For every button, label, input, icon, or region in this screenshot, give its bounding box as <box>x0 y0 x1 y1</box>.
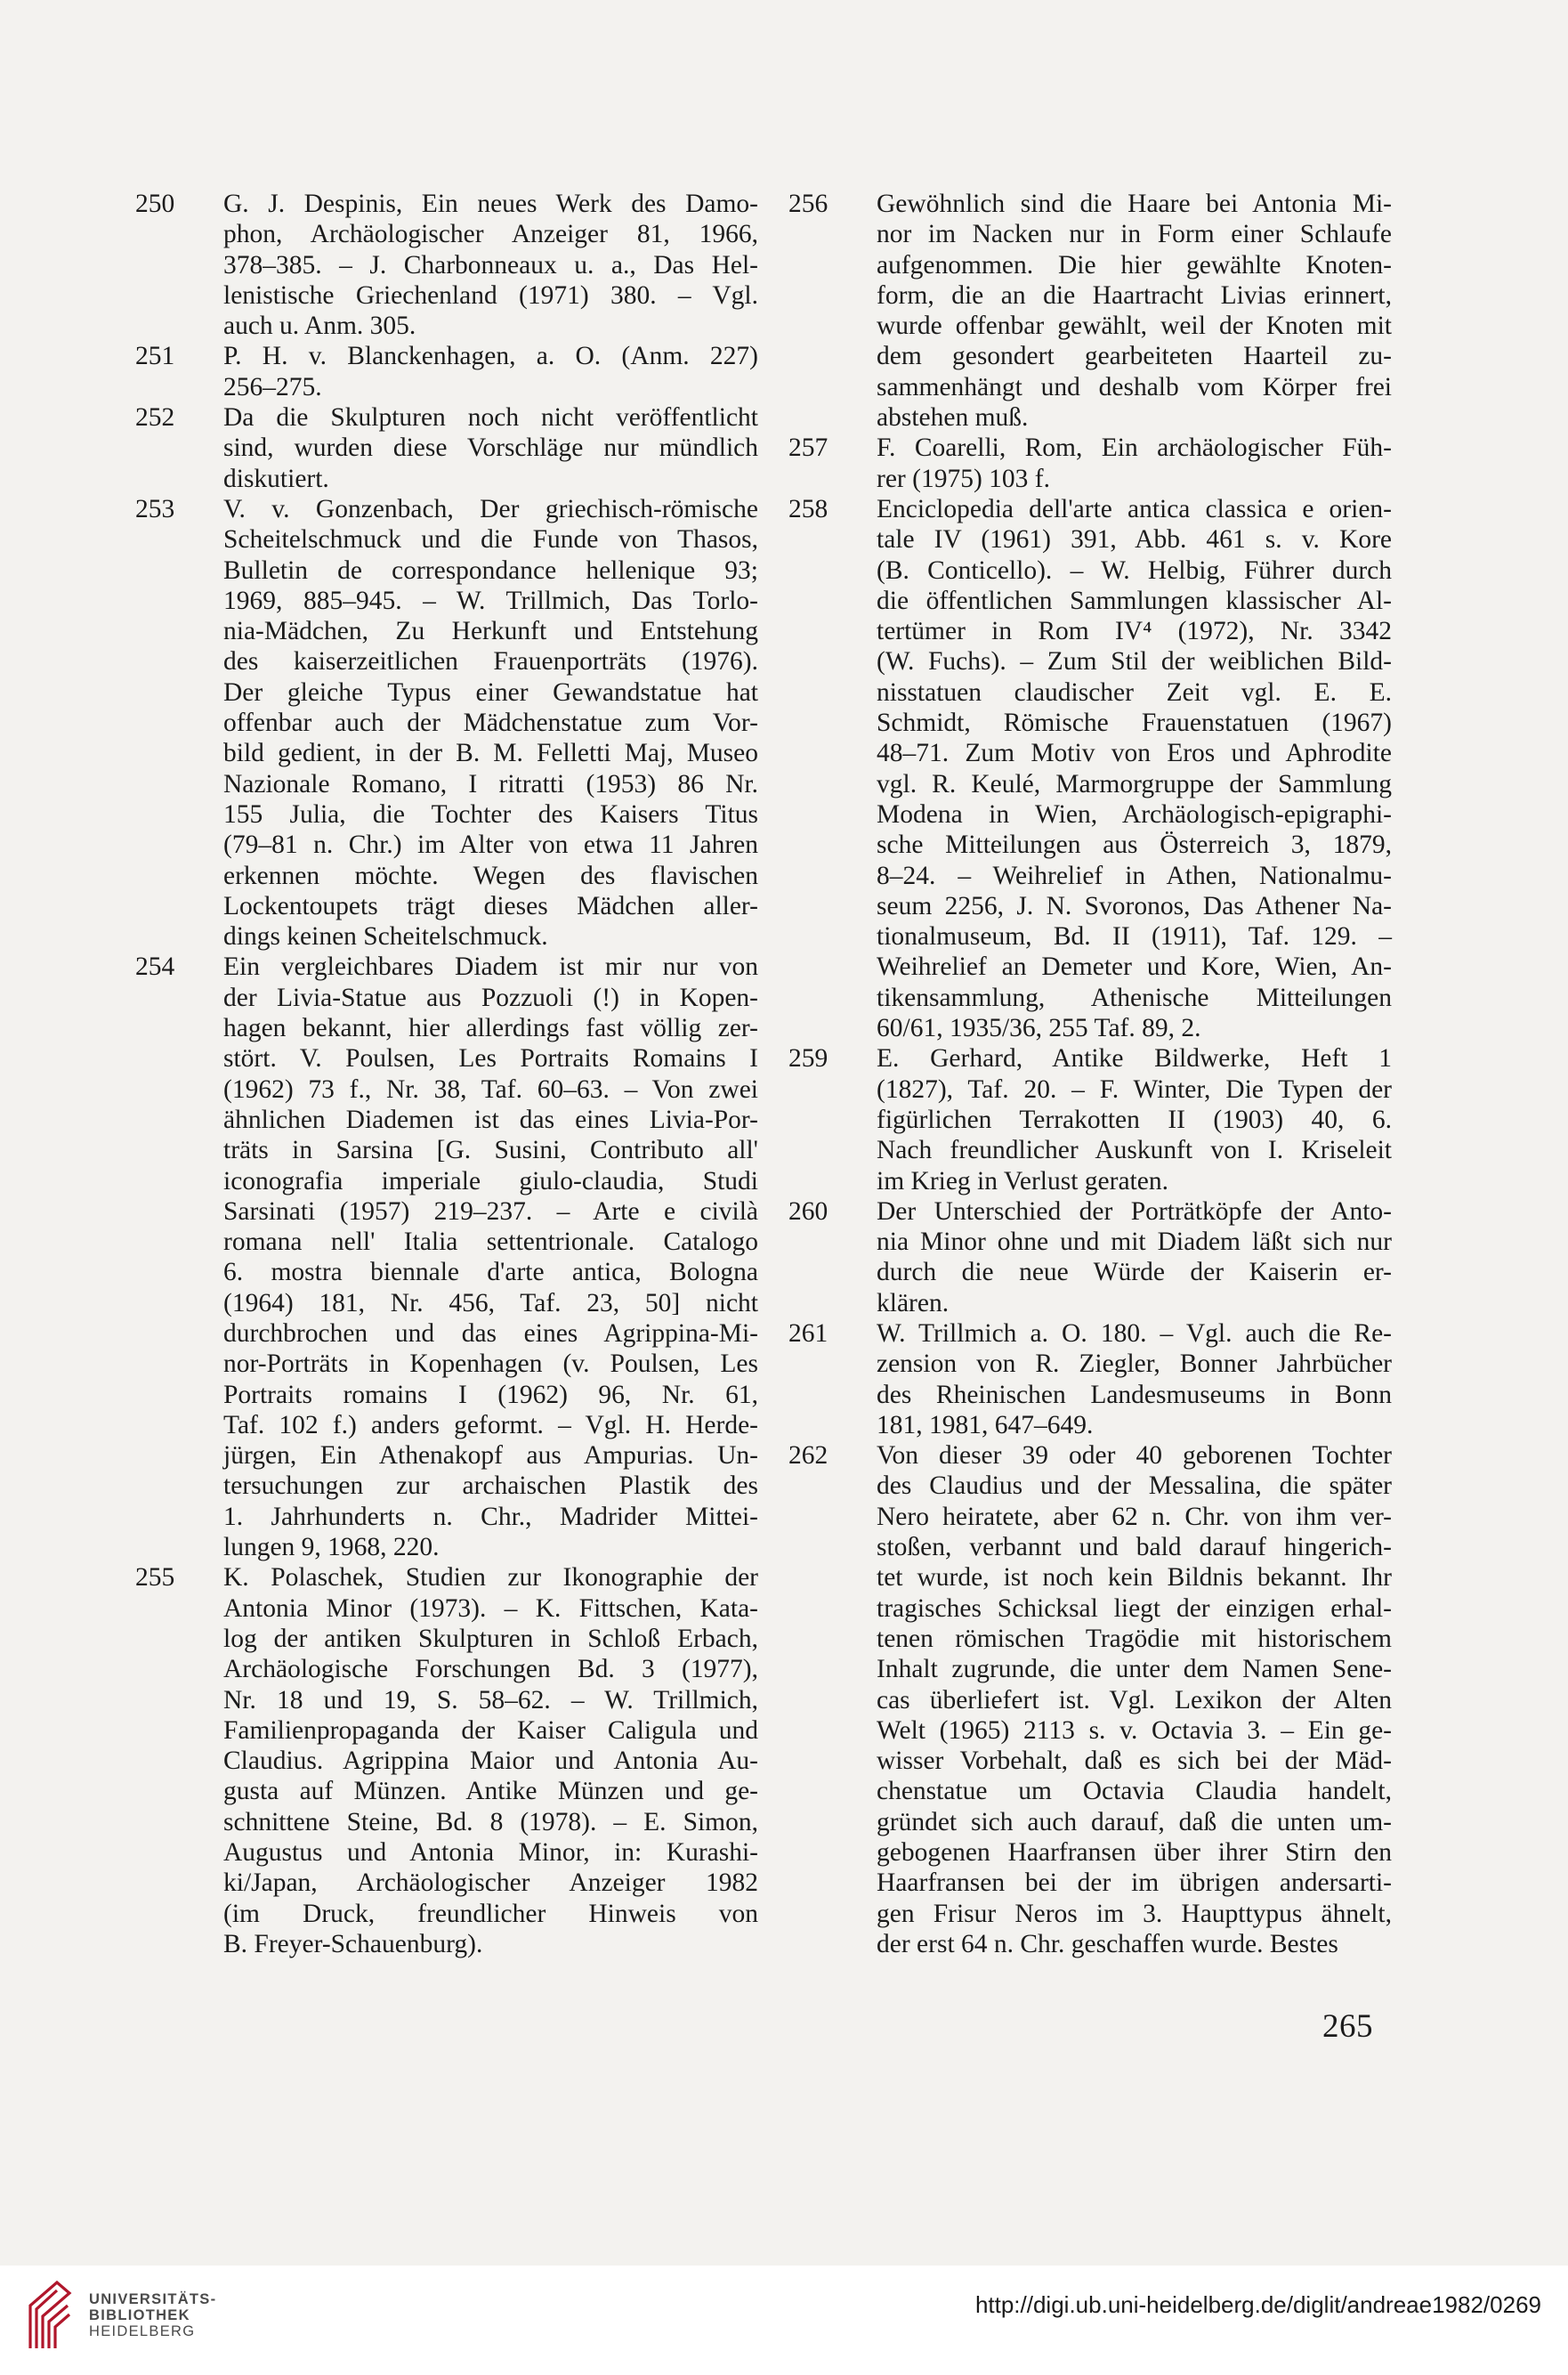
footnote-line: Weihrelief an Demeter und Kore, Wien, An- <box>877 952 1392 982</box>
footnote-text <box>877 1196 1392 1318</box>
footnote-line: Bulletin de correspondance hellenique 93; <box>223 555 758 585</box>
footnote <box>788 1440 1392 1959</box>
footnote-line: des Claudius und der Messalina, die später <box>877 1471 1392 1501</box>
footnote-line: cas überliefert ist. Vgl. Lexikon der Alten <box>877 1685 1392 1714</box>
footnote-line: diskutiert. <box>223 464 329 493</box>
footnote-text <box>877 189 1392 433</box>
footnote-line: tet wurde, ist noch kein Bildnis bekannt. Ihr <box>877 1563 1392 1593</box>
footnote-line: Haarfransen bei der im übrigen andersarti- <box>877 1868 1392 1898</box>
footnote-line: gen Frisur Neros im 3. Haupttypus ähnelt, <box>877 1899 1392 1928</box>
footnote-line: ki/Japan, Archäologischer Anzeiger 1982 <box>223 1868 758 1898</box>
footnote-line: rer (1975) 103 f. <box>877 464 1050 493</box>
footnote-text <box>223 341 758 402</box>
footnote-line: gründet sich auch darauf, daß die unten um- <box>877 1807 1392 1836</box>
footnotes-right-column <box>788 189 1392 1959</box>
footnote-number: 255 <box>135 1563 175 1593</box>
footnote-line: figürlichen Terrakotten II (1903) 40, 6. <box>877 1105 1392 1134</box>
footnotes-left-column <box>135 189 758 1959</box>
footnote-line: Nr. 18 und 19, S. 58–62. – W. Trillmich, <box>223 1685 758 1714</box>
footnote-line: sind, wurden diese Vorschläge nur mündlich <box>223 434 758 463</box>
footnote-line: im Krieg in Verlust geraten. <box>877 1166 1168 1196</box>
footnote-text <box>223 402 758 494</box>
footnote-line: tale IV (1961) 391, Abb. 461 s. v. Kore <box>877 525 1392 555</box>
library-name-line3: HEIDELBERG <box>89 2323 196 2339</box>
footnote-line: abstehen muß. <box>877 403 1029 433</box>
footnote-line: wurde offenbar gewählt, weil der Knoten mit <box>877 312 1392 341</box>
footnote-line: Schmidt, Römische Frauenstatuen (1967) <box>877 709 1392 738</box>
footnote-line: Nero heiratete, aber 62 n. Chr. von ihm ver- <box>877 1502 1392 1531</box>
footnote-line: Da die Skulpturen noch nicht veröffentlicht <box>223 403 758 433</box>
footnote-line: durchbrochen und das eines Agrippina-Mi- <box>223 1318 758 1348</box>
footnote-line: 48–71. Zum Motiv von Eros und Aphrodite <box>877 739 1392 768</box>
footnote-line: des kaiserzeitlichen Frauenporträts (1976). <box>223 647 758 677</box>
footnote-line: Archäologische Forschungen Bd. 3 (1977), <box>223 1655 758 1684</box>
footnote-line: 60/61, 1935/36, 255 Taf. 89, 2. <box>877 1014 1201 1043</box>
footnote-line: Enciclopedia dell'arte antica classica e orien- <box>877 494 1392 523</box>
footnote-line: (W. Fuchs). – Zum Stil der weiblichen Bild- <box>877 647 1392 677</box>
footnote-line: Inhalt zugrunde, die unter dem Namen Sene- <box>877 1655 1392 1684</box>
footnote-line: 1. Jahrhunderts n. Chr., Madrider Mittei- <box>223 1502 758 1531</box>
footnote-line: tikensammlung, Athenische Mitteilungen <box>877 983 1392 1012</box>
footnote-line: Gewöhnlich sind die Haare bei Antonia Mi- <box>877 190 1392 218</box>
footnote-line: der erst 64 n. Chr. geschaffen wurde. Bestes <box>877 1929 1338 1958</box>
footnote-number: 258 <box>788 494 828 523</box>
footnote-line: Welt (1965) 2113 s. v. Octavia 3. – Ein ge- <box>877 1715 1392 1745</box>
footnote-line: Der gleiche Typus einer Gewandstatue hat <box>223 677 758 707</box>
footnote-line: form, die an die Haartracht Livias erinnert, <box>877 280 1392 310</box>
footnote-number: 257 <box>788 434 828 463</box>
footnote-line: stört. V. Poulsen, Les Portraits Romains I <box>223 1044 758 1074</box>
footnote <box>788 189 1392 433</box>
footnote-line: K. Polaschek, Studien zur Ikonographie der <box>223 1563 758 1593</box>
footnote <box>788 1196 1392 1318</box>
footnote-line: Sarsinati (1957) 219–237. – Arte e civilà <box>223 1196 758 1226</box>
footnote-line: chenstatue um Octavia Claudia handelt, <box>877 1777 1392 1806</box>
footnote-number: 250 <box>135 190 175 218</box>
footnote-line: sche Mitteilungen aus Österreich 3, 1879, <box>877 831 1392 860</box>
footnote-line: (1827), Taf. 20. – F. Winter, Die Typen der <box>877 1074 1392 1104</box>
footnote-text <box>877 1440 1392 1959</box>
footnote-line: Taf. 102 f.) anders geformt. – Vgl. H. Herde- <box>223 1410 758 1439</box>
footnote-line: log der antiken Skulpturen in Schloß Erbach, <box>223 1624 758 1653</box>
footnote-line: zension von R. Ziegler, Bonner Jahrbücher <box>877 1350 1392 1379</box>
footnote-line: die öffentlichen Sammlungen klassischer Al- <box>877 586 1392 615</box>
footnote-line: (79–81 n. Chr.) im Alter von etwa 11 Jahren <box>223 831 758 860</box>
footnote-number: 254 <box>135 952 175 982</box>
footnote-number: 260 <box>788 1196 828 1226</box>
footnote-line: Ein vergleichbares Diadem ist mir nur von <box>223 952 758 982</box>
footnote-line: klären. <box>877 1288 950 1317</box>
footnote-line: 8–24. – Weihrelief in Athen, Nationalmu- <box>877 861 1392 890</box>
footnote-line: Familienpropaganda der Kaiser Caligula und <box>223 1715 758 1745</box>
footnote-line: nor im Nacken nur in Form einer Schlaufe <box>877 220 1392 249</box>
footnote-line: Nach freundlicher Auskunft von I. Kriseleit <box>877 1136 1392 1165</box>
footnote-line: 155 Julia, die Tochter des Kaisers Titus <box>223 799 758 829</box>
footnote-text <box>223 952 758 1562</box>
footnote <box>135 189 758 341</box>
footnote-line: träts in Sarsina [G. Susini, Contributo all' <box>223 1136 758 1165</box>
footnote-line: tionalmuseum, Bd. II (1911), Taf. 129. – <box>877 922 1392 952</box>
footnote-line: (B. Conticello). – W. Helbig, Führer durch <box>877 555 1392 585</box>
footnote-line: 378–385. – J. Charbonneaux u. a., Das Hel- <box>223 250 758 280</box>
footnote-line: nia Minor ohne und mit Diadem läßt sich nur <box>877 1228 1392 1257</box>
footnote-line: V. v. Gonzenbach, Der griechisch-römische <box>223 494 758 523</box>
footnote-line: durch die neue Würde der Kaiserin er- <box>877 1258 1392 1287</box>
footnote <box>135 341 758 402</box>
footnote-line: Portraits romains I (1962) 96, Nr. 61, <box>223 1380 758 1409</box>
footnote-line: nia-Mädchen, Zu Herkunft und Entstehung <box>223 617 758 646</box>
footnote-number: 261 <box>788 1318 828 1348</box>
footnote-line: iconografia imperiale giulo-claudia, Studi <box>223 1166 758 1196</box>
footnote-number: 253 <box>135 494 175 523</box>
footnote-line: romana nell' Italia settentrionale. Catalogo <box>223 1228 758 1257</box>
footnote-text <box>223 189 758 341</box>
footnote-number: 252 <box>135 403 175 433</box>
footnote-line: F. Coarelli, Rom, Ein archäologischer Füh- <box>877 434 1392 463</box>
footnote-line: tenen römischen Tragödie mit historischem <box>877 1624 1392 1653</box>
footnote-number: 256 <box>788 190 828 218</box>
footnote-line: E. Gerhard, Antike Bildwerke, Heft 1 <box>877 1044 1392 1074</box>
footnote-line: P. H. v. Blanckenhagen, a. O. (Anm. 227) <box>223 342 758 371</box>
source-url-link[interactable]: http://digi.ub.uni-heidelberg.de/diglit/andreae1982/0269 <box>974 2291 1541 2318</box>
footnote-line: Antonia Minor (1973). – K. Fittschen, Kata- <box>223 1593 758 1623</box>
library-name-line2: BIBLIOTHEK <box>89 2307 190 2323</box>
footnote-text <box>877 433 1392 494</box>
footnote-line: 6. mostra biennale d'arte antica, Bologna <box>223 1258 758 1287</box>
footnote-line: hagen bekannt, hier allerdings fast völlig zer- <box>223 1014 758 1043</box>
footnote-line: Von dieser 39 oder 40 geborenen Tochter <box>877 1441 1392 1471</box>
footnote-line: dings keinen Scheitelschmuck. <box>223 922 548 952</box>
footnote-line: Augustus und Antonia Minor, in: Kurashi- <box>223 1838 758 1868</box>
footnote-line: aufgenommen. Die hier gewählte Knoten- <box>877 250 1392 280</box>
footnote <box>788 433 1392 494</box>
footnote-line: (im Druck, freundlicher Hinweis von <box>223 1899 758 1928</box>
footnote-number: 251 <box>135 342 175 371</box>
footnote-line: jürgen, Ein Athenakopf aus Ampurias. Un- <box>223 1441 758 1471</box>
footnote-line: Der Unterschied der Porträtköpfe der Anto- <box>877 1196 1392 1226</box>
footnote-line: W. Trillmich a. O. 180. – Vgl. auch die Re- <box>877 1318 1392 1348</box>
footnote-text <box>223 1562 758 1959</box>
footnote-line: gusta auf Münzen. Antike Münzen und ge- <box>223 1777 758 1806</box>
footnote-line: phon, Archäologischer Anzeiger 81, 1966, <box>223 220 758 249</box>
footnote-line: bild gedient, in der B. M. Felletti Maj, Museo <box>223 739 758 768</box>
footnote-text <box>223 494 758 952</box>
footnote-line: offenbar auch der Mädchenstatue zum Vor- <box>223 709 758 738</box>
footnote-line: Claudius. Agrippina Maior und Antonia Au- <box>223 1747 758 1776</box>
footnote-line: lungen 9, 1968, 220. <box>223 1533 440 1562</box>
footnote-line: schnittene Steine, Bd. 8 (1978). – E. Simon, <box>223 1807 758 1836</box>
footnote-line: stoßen, verbannt und bald darauf hingerich- <box>877 1533 1392 1562</box>
page-number: 265 <box>1322 2008 1373 2045</box>
footnote-line: B. Freyer-Schauenburg). <box>223 1929 483 1958</box>
footnote-line: sammenhängt und deshalb vom Körper frei <box>877 372 1392 401</box>
library-name <box>89 2291 216 2339</box>
footnote-line: (1964) 181, Nr. 456, Taf. 23, 50] nicht <box>223 1288 758 1317</box>
footer-bar <box>0 2266 1568 2375</box>
footnote-line: vgl. R. Keulé, Marmorgruppe der Sammlung <box>877 769 1392 798</box>
footnote-line: wisser Vorbehalt, daß es sich bei der Mäd- <box>877 1747 1392 1776</box>
ub-heidelberg-logo-icon <box>21 2279 77 2352</box>
footnote <box>135 952 758 1562</box>
footnote-line: Modena in Wien, Archäologisch-epigraphi- <box>877 799 1392 829</box>
footnote <box>788 494 1392 1043</box>
footnote-line: gebogenen Haarfransen über ihrer Stirn den <box>877 1838 1392 1868</box>
footnote-line: Nazionale Romano, I ritratti (1953) 86 Nr. <box>223 769 758 798</box>
footnote-number: 259 <box>788 1044 828 1074</box>
footnote <box>135 494 758 952</box>
footnote-line: tragisches Schicksal liegt der einzigen erhal- <box>877 1593 1392 1623</box>
footnote-line: Lockentoupets trägt dieses Mädchen aller- <box>223 891 758 920</box>
footnote <box>788 1318 1392 1440</box>
footnote-line: erkennen möchte. Wegen des flavischen <box>223 861 758 890</box>
footnote-line: des Rheinischen Landesmuseums in Bonn <box>877 1380 1392 1409</box>
footnote-line: der Livia-Statue aus Pozzuoli (!) in Kopen- <box>223 983 758 1012</box>
footnote <box>788 1043 1392 1196</box>
footnote-line: nisstatuen claudischer Zeit vgl. E. E. <box>877 677 1392 707</box>
footnote-line: nor-Porträts in Kopenhagen (v. Poulsen, Les <box>223 1350 758 1379</box>
footnote-line: auch u. Anm. 305. <box>223 312 416 341</box>
footnote-line: tertümer in Rom IV⁴ (1972), Nr. 3342 <box>877 617 1392 646</box>
footnote-line: dem gesondert gearbeiteten Haarteil zu- <box>877 342 1392 371</box>
footnote-line: Scheitelschmuck und die Funde von Thasos, <box>223 525 758 555</box>
footnote-line: seum 2256, J. N. Svoronos, Das Athener Na- <box>877 891 1392 920</box>
library-name-line1: UNIVERSITÄTS- <box>89 2291 217 2307</box>
footnote-line: 256–275. <box>223 372 322 401</box>
footnote-line: tersuchungen zur archaischen Plastik des <box>223 1471 758 1501</box>
footnote <box>135 402 758 494</box>
footnote-line: lenistische Griechenland (1971) 380. – Vgl. <box>223 280 758 310</box>
footnote-line: G. J. Despinis, Ein neues Werk des Damo- <box>223 190 758 218</box>
footnote-text <box>877 1043 1392 1196</box>
footnote-text <box>877 494 1392 1043</box>
footnote-text <box>877 1318 1392 1440</box>
footnote <box>135 1562 758 1959</box>
footnote-line: 181, 1981, 647–649. <box>877 1410 1094 1439</box>
footnote-line: (1962) 73 f., Nr. 38, Taf. 60–63. – Von zwei <box>223 1074 758 1104</box>
footnote-number: 262 <box>788 1441 828 1471</box>
footnote-line: 1969, 885–945. – W. Trillmich, Das Torlo- <box>223 586 758 615</box>
footnote-line: ähnlichen Diademen ist das eines Livia-Por- <box>223 1105 758 1134</box>
